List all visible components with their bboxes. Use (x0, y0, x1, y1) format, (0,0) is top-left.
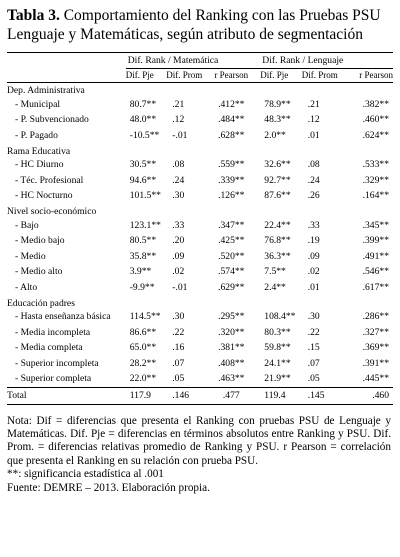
table-cell: .445** (362, 373, 389, 385)
table-cell: .329** (362, 174, 389, 186)
table-cell: .391** (362, 357, 389, 369)
table-cell: .369** (362, 342, 389, 354)
row-label: - Media completa (15, 342, 83, 354)
section-label: Rama Educativa (7, 145, 71, 157)
row-label: - Superior incompleta (15, 357, 99, 369)
table-cell: 94.6** (129, 174, 157, 186)
col-header: Dif. Prom (302, 69, 338, 83)
table-cell: .01 (307, 281, 320, 293)
table-cell: 119.4 (260, 388, 301, 405)
table-cell: .347** (218, 219, 245, 231)
section-row (7, 83, 393, 98)
table-cell: 65.0** (129, 342, 157, 354)
row-label: - Hasta enseñanza básica (15, 311, 111, 323)
table-cell: .21 (307, 98, 320, 110)
table-cell: .22 (172, 326, 185, 338)
table-cell: .295** (218, 311, 245, 323)
table-cell: 101.5** (129, 190, 161, 202)
col-header: Dif. Pje (126, 69, 167, 83)
table-cell: .381** (218, 342, 245, 354)
section-row (7, 144, 393, 158)
table-cell: 36.3** (264, 250, 291, 262)
table-cell: .484** (218, 114, 245, 126)
table-cell: .24 (172, 174, 185, 186)
table-row (7, 113, 393, 129)
table-cell: .533** (362, 159, 389, 171)
table-cell: .628** (218, 129, 245, 141)
table-cell: .02 (172, 266, 185, 278)
table-cell: 80.3** (264, 326, 291, 338)
table-cell: .01 (307, 129, 320, 141)
table-cell: .145 (302, 388, 338, 405)
table-cell: .463** (218, 373, 245, 385)
table-cell: .327** (362, 326, 389, 338)
table-cell: .33 (172, 219, 185, 231)
table-cell: 87.6** (264, 190, 291, 202)
table-cell: .559** (218, 159, 245, 171)
table-cell: 76.8** (264, 235, 291, 247)
table-cell: 32.6** (264, 159, 291, 171)
table-row (7, 218, 393, 234)
table-row (7, 97, 393, 113)
row-label: - Superior completa (15, 373, 92, 385)
table-cell: .629** (218, 281, 245, 293)
table-cell: .477 (202, 388, 260, 405)
section-label: Dep. Administrativa (7, 85, 85, 96)
table-cell: .399** (362, 235, 389, 247)
table-cell: .05 (307, 373, 320, 385)
table-cell: 48.0** (129, 114, 157, 126)
col-header: Dif. Prom (166, 69, 202, 83)
table-row (7, 234, 393, 250)
table-cell: .22 (307, 326, 320, 338)
table-cell: .30 (172, 311, 185, 323)
table-cell: 35.8** (129, 250, 157, 262)
table-cell: .07 (307, 357, 320, 369)
row-label: - Medio bajo (15, 235, 65, 247)
table-cell: .30 (172, 190, 185, 202)
data-table (7, 52, 393, 405)
table-cell: 86.6** (129, 326, 157, 338)
group-header-row (7, 53, 393, 69)
note-definitions: Nota: Dif = diferencias que presenta el Ranking con pruebas PSU de Lenguaje y Matemáticas. Dif. Pje = diferencias en términos absolutos entre Ranking y PSU. Dif. Prom. = diferencias relativas promedio de Ranking y PSU. r Pearson = correlación que presenta el Ranking en su relación con prueba PSU. (7, 414, 391, 467)
table-row (7, 356, 393, 372)
row-label: - Municipal (15, 98, 61, 110)
table-row (7, 325, 393, 341)
table-cell: .20 (172, 235, 185, 247)
row-label: - Alto (15, 281, 38, 293)
table-cell: .412** (218, 98, 245, 110)
table-cell: .05 (172, 373, 185, 385)
table-cell: .30 (307, 311, 320, 323)
table-cell: .09 (307, 250, 320, 262)
row-label: - Medio (15, 250, 46, 262)
table-caption: Comportamiento del Ranking con las Pruebas PSU Lenguaje y Matemáticas, según atributo de segmentación (7, 7, 381, 43)
group-header-math: Dif. Rank / Matemática (126, 53, 261, 69)
col-header: r Pearson (338, 69, 393, 83)
table-cell: .520** (218, 250, 245, 262)
table-cell: -.01 (172, 129, 188, 141)
section-label: Nivel socio-económico (7, 206, 97, 217)
notes (7, 415, 391, 495)
table-row (7, 128, 393, 144)
table-row (7, 158, 393, 174)
table-cell: .345** (362, 219, 389, 231)
table-row (7, 341, 393, 357)
section-label: Educación padres (7, 297, 75, 309)
table-row (7, 280, 393, 296)
table-cell: 48.3** (264, 114, 291, 126)
table-cell: 22.4** (264, 219, 291, 231)
table-cell: -.01 (172, 281, 188, 293)
table-row (7, 173, 393, 189)
table-cell: .26 (307, 190, 320, 202)
table-cell: .16 (172, 342, 185, 354)
table-cell: .425** (218, 235, 245, 247)
table-cell: -9.9** (129, 281, 155, 293)
table-cell: 21.9** (264, 373, 291, 385)
table-cell: 7.5** (264, 266, 286, 278)
table-cell: .21 (172, 98, 185, 110)
table-cell: 78.9** (264, 98, 291, 110)
table-cell: 30.5** (129, 159, 157, 171)
section-row (7, 204, 393, 218)
group-header-language: Dif. Rank / Lenguaje (260, 53, 393, 69)
table-cell: .491** (362, 250, 389, 262)
table-cell: .33 (307, 219, 320, 231)
note-source: Fuente: DEMRE – 2013. Elaboración propia. (7, 481, 210, 494)
table-cell: .339** (218, 174, 245, 186)
table-cell: .12 (172, 114, 185, 126)
row-label: - HC Nocturno (15, 190, 73, 202)
table-cell: 2.4** (264, 281, 286, 293)
table-cell: .460** (362, 114, 389, 126)
table-row (7, 372, 393, 388)
table-cell: .19 (307, 235, 320, 247)
table-cell: .02 (307, 266, 320, 278)
table-row (7, 310, 393, 326)
row-label: - P. Pagado (15, 129, 58, 141)
col-header: r Pearson (202, 69, 260, 83)
table-cell: .408** (218, 357, 245, 369)
table-cell: 117.9 (126, 388, 167, 405)
table-cell: .574** (218, 266, 245, 278)
table-cell: 2.0** (264, 129, 286, 141)
table-cell: .12 (307, 114, 320, 126)
table-cell: 80.7** (129, 98, 157, 110)
row-label: - HC Diurno (15, 159, 64, 171)
row-label: - Media incompleta (15, 326, 91, 338)
table-cell: 3.9** (129, 266, 152, 278)
sub-header-row (7, 69, 393, 83)
table-cell: 28.2** (129, 357, 157, 369)
table-row (7, 249, 393, 265)
row-label: - Medio alto (15, 266, 63, 278)
table-cell: 114.5** (129, 311, 161, 323)
table-cell: 80.5** (129, 235, 157, 247)
table-cell: 92.7** (264, 174, 291, 186)
table-cell: .09 (172, 250, 185, 262)
table-cell: .164** (362, 190, 389, 202)
table-cell: 108.4** (264, 311, 296, 323)
table-row (7, 265, 393, 281)
table-cell: .382** (362, 98, 389, 110)
note-significance: **: significancia estadística al .001 (7, 468, 164, 481)
section-row (7, 296, 393, 310)
table-cell: .286** (362, 311, 389, 323)
total-row (7, 388, 393, 405)
table-cell: .08 (172, 159, 185, 171)
col-header: Dif. Pje (260, 69, 301, 83)
table-title (7, 6, 393, 44)
table-cell: 59.8** (264, 342, 291, 354)
table-number: Tabla 3. (7, 7, 60, 24)
table-row (7, 189, 393, 205)
table-cell: .546** (362, 266, 389, 278)
table-cell: 22.0** (129, 373, 157, 385)
table-cell: -10.5** (129, 129, 160, 141)
table-cell: .617** (362, 281, 389, 293)
table-cell: .15 (307, 342, 320, 354)
table-cell: .126** (218, 190, 245, 202)
table-cell: .460 (338, 388, 393, 405)
table-cell: 123.1** (129, 219, 161, 231)
row-label: - Bajo (15, 219, 39, 231)
table-cell: .320** (218, 326, 245, 338)
table-cell: .08 (307, 159, 320, 171)
total-label: Total (7, 388, 126, 405)
table-cell: .146 (166, 388, 202, 405)
row-label: - P. Subvencionado (15, 114, 89, 126)
table-cell: .624** (362, 129, 389, 141)
table-cell: 24.1** (264, 357, 291, 369)
table-cell: .07 (172, 357, 185, 369)
row-label: - Téc. Profesional (15, 174, 84, 186)
table-cell: .24 (307, 174, 320, 186)
